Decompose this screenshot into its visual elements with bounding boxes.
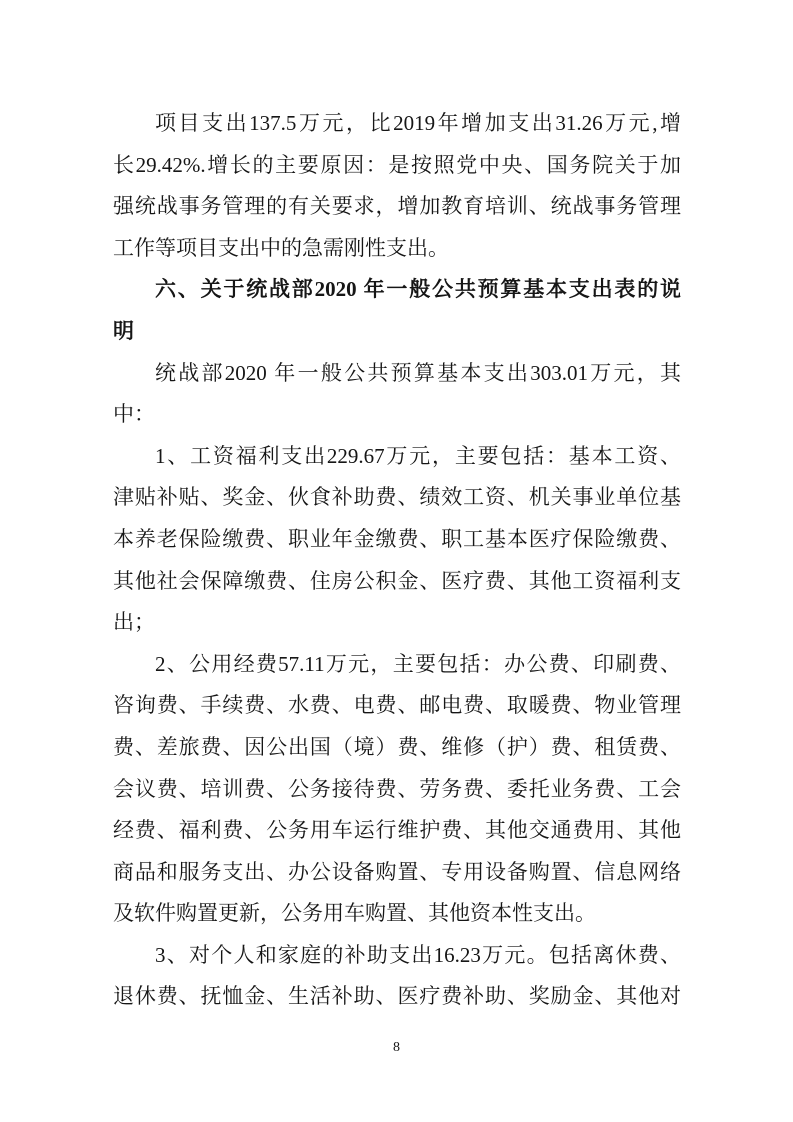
text-line: 强统战事务管理的有关要求，增加教育培训、统战事务管理 bbox=[113, 194, 681, 219]
section-heading-six bbox=[113, 269, 681, 352]
text-line: 明 bbox=[113, 318, 134, 343]
page-number: 8 bbox=[393, 1040, 400, 1055]
text-line: 经费、福利费、公务用车运行维护费、其他交通费用、其他 bbox=[113, 818, 681, 843]
text-line: 咨询费、手续费、水费、电费、邮电费、取暖费、物业管理 bbox=[113, 693, 681, 718]
para-basic-expenditure-total bbox=[113, 353, 681, 436]
text-line: 2、公用经费57.11万元，主要包括：办公费、印刷费、 bbox=[155, 651, 681, 676]
text-line: 其他社会保障缴费、住房公积金、医疗费、其他工资福利支 bbox=[113, 568, 681, 593]
text-line: 津贴补贴、奖金、伙食补助费、绩效工资、机关事业单位基 bbox=[113, 485, 681, 510]
text-line: 统战部2020 年一般公共预算基本支出303.01万元，其 bbox=[155, 360, 681, 385]
para-item1-salary-welfare bbox=[113, 436, 681, 644]
text-line: 3、对个人和家庭的补助支出16.23万元。包括离休费、 bbox=[155, 942, 681, 967]
text-line: 工作等项目支出中的急需刚性支出。 bbox=[113, 235, 449, 260]
para-item3-individual-family-subsidy bbox=[113, 935, 681, 1018]
text-line: 六、关于统战部2020 年一般公共预算基本支出表的说 bbox=[155, 277, 681, 302]
text-line: 会议费、培训费、公务接待费、劳务费、委托业务费、工会 bbox=[113, 776, 681, 801]
text-line: 项目支出137.5万元，比2019年增加支出31.26万元,增 bbox=[155, 111, 681, 135]
para-project-expenditure bbox=[113, 103, 681, 269]
text-line: 商品和服务支出、办公设备购置、专用设备购置、信息网络 bbox=[113, 859, 681, 884]
text-line: 本养老保险缴费、职业年金缴费、职工基本医疗保险缴费、 bbox=[113, 526, 681, 551]
text-line: 费、差旅费、因公出国（境）费、维修（护）费、租赁费、 bbox=[113, 734, 681, 759]
text-line: 退休费、抚恤金、生活补助、医疗费补助、奖励金、其他对 bbox=[113, 984, 681, 1009]
text-line: 出； bbox=[113, 610, 155, 635]
text-line: 中： bbox=[113, 402, 155, 427]
text-line: 1、工资福利支出229.67万元，主要包括：基本工资、 bbox=[155, 443, 681, 468]
text-line: 长29.42%.增长的主要原因：是按照党中央、国务院关于加 bbox=[113, 152, 681, 177]
para-item2-public-funds bbox=[113, 644, 681, 935]
text-line: 及软件购置更新，公务用车购置、其他资本性支出。 bbox=[113, 901, 596, 926]
document-body bbox=[113, 103, 681, 1018]
